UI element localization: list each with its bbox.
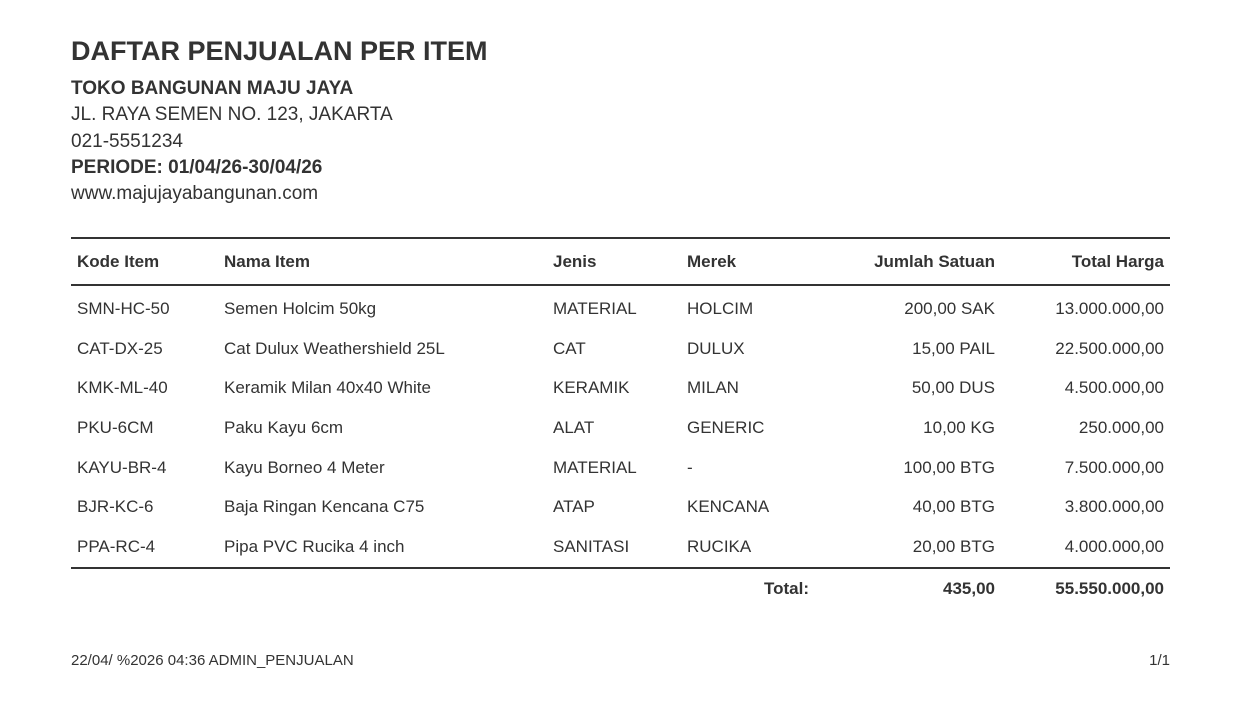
cell-code: PKU-6CM bbox=[77, 417, 154, 437]
report-period: PERIODE: 01/04/26-30/04/26 bbox=[71, 157, 323, 178]
store-name: TOKO BANGUNAN MAJU JAYA bbox=[71, 78, 354, 99]
cell-brand: MILAN bbox=[687, 378, 739, 398]
header-total: Total Harga bbox=[1071, 251, 1164, 271]
table-row bbox=[71, 527, 1170, 568]
report-title: DAFTAR PENJUALAN PER ITEM bbox=[71, 36, 488, 66]
sales-table bbox=[71, 237, 1170, 609]
cell-name: Paku Kayu 6cm bbox=[224, 417, 344, 437]
cell-brand: RUCIKA bbox=[681, 527, 815, 568]
cell-type: MATERIAL bbox=[553, 457, 637, 477]
print-info: 22/04/ %2026 04:36 ADMIN_PENJUALAN bbox=[71, 652, 354, 669]
cell-brand: - bbox=[687, 457, 693, 477]
cell-brand: KENCANA bbox=[687, 497, 770, 517]
cell-brand: DULUX bbox=[687, 338, 745, 358]
cell-qty: 10,00 KG bbox=[923, 417, 995, 437]
cell-type: ATAP bbox=[553, 497, 595, 517]
cell-total: 4.000.000,00 bbox=[1001, 527, 1170, 568]
table-row bbox=[71, 285, 1170, 329]
table-row bbox=[71, 487, 1170, 527]
cell-type: KERAMIK bbox=[553, 378, 630, 398]
cell-qty: 40,00 BTG bbox=[912, 497, 995, 517]
cell-code: KAYU-BR-4 bbox=[77, 457, 167, 477]
cell-type: SANITASI bbox=[547, 527, 681, 568]
table-row bbox=[71, 448, 1170, 488]
cell-brand: GENERIC bbox=[687, 417, 765, 437]
cell-total: 7.500.000,00 bbox=[1064, 457, 1164, 477]
total-qty: 435,00 bbox=[943, 578, 995, 598]
cell-code: KMK-ML-40 bbox=[77, 378, 168, 398]
cell-qty: 200,00 SAK bbox=[904, 298, 995, 318]
header-code: Kode Item bbox=[77, 251, 160, 271]
cell-qty: 20,00 BTG bbox=[815, 527, 1001, 568]
header-qty: Jumlah Satuan bbox=[874, 251, 995, 271]
total-label: Total: bbox=[763, 578, 809, 598]
cell-name: Baja Ringan Kencana C75 bbox=[224, 497, 425, 517]
cell-qty: 15,00 PAIL bbox=[912, 338, 995, 358]
table-header-row bbox=[71, 238, 1170, 285]
table-row bbox=[71, 329, 1170, 369]
store-website: www.majujayabangunan.com bbox=[71, 183, 319, 204]
total-amount: 55.550.000,00 bbox=[1055, 578, 1164, 598]
table-total-row bbox=[71, 568, 1170, 609]
cell-code: CAT-DX-25 bbox=[77, 338, 163, 358]
cell-type: MATERIAL bbox=[553, 298, 637, 318]
table-row bbox=[71, 408, 1170, 448]
cell-type: CAT bbox=[553, 338, 586, 358]
page-number: 1/1 bbox=[1149, 652, 1170, 669]
header-type: Jenis bbox=[553, 251, 597, 271]
cell-total: 3.800.000,00 bbox=[1064, 497, 1164, 517]
cell-total: 250.000,00 bbox=[1078, 417, 1164, 437]
cell-total: 22.500.000,00 bbox=[1055, 338, 1164, 358]
cell-total: 4.500.000,00 bbox=[1064, 378, 1164, 398]
cell-name: Pipa PVC Rucika 4 inch bbox=[218, 527, 547, 568]
cell-name: Keramik Milan 40x40 White bbox=[224, 378, 431, 398]
cell-qty: 100,00 BTG bbox=[903, 457, 995, 477]
store-address: JL. RAYA SEMEN NO. 123, JAKARTA bbox=[71, 104, 393, 125]
header-name: Nama Item bbox=[224, 251, 310, 271]
cell-type: ALAT bbox=[553, 417, 595, 437]
cell-brand: HOLCIM bbox=[687, 298, 754, 318]
cell-name: Kayu Borneo 4 Meter bbox=[224, 457, 385, 477]
cell-name: Semen Holcim 50kg bbox=[224, 298, 377, 318]
table-row bbox=[71, 368, 1170, 408]
cell-qty: 50,00 DUS bbox=[911, 378, 995, 398]
cell-code: SMN-HC-50 bbox=[77, 298, 170, 318]
header-brand: Merek bbox=[687, 251, 737, 271]
cell-total: 13.000.000,00 bbox=[1055, 298, 1164, 318]
cell-code: PPA-RC-4 bbox=[71, 527, 218, 568]
store-phone: 021-5551234 bbox=[71, 131, 183, 152]
cell-code: BJR-KC-6 bbox=[77, 497, 154, 517]
cell-name: Cat Dulux Weathershield 25L bbox=[224, 338, 445, 358]
